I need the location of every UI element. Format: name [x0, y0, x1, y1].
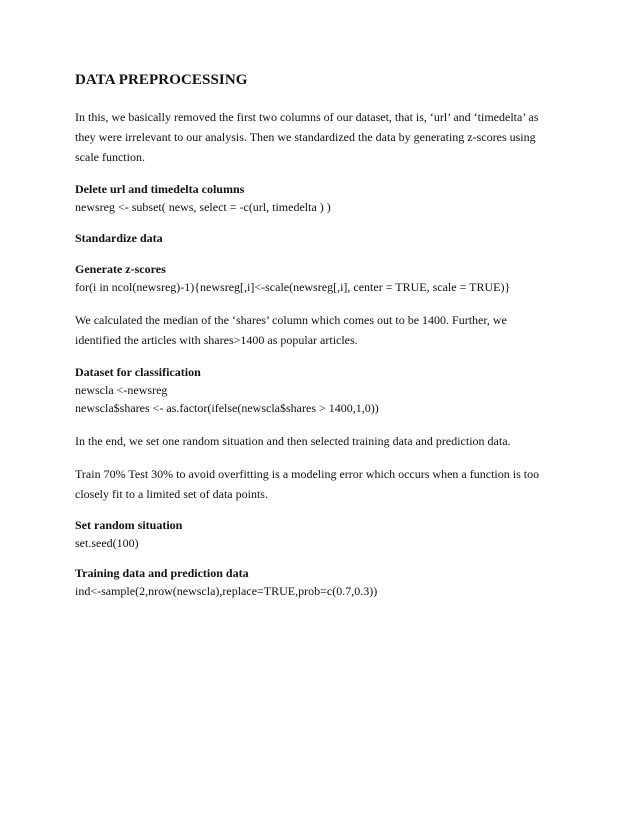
section-heading-training: Training data and prediction data — [75, 566, 249, 580]
code-line-classification: newscla$shares <- as.factor(ifelse(newscla$shares > 1400,1,0)) — [75, 401, 379, 415]
section-heading-delete: Delete url and timedelta columns — [75, 182, 245, 196]
section-heading-zscores: Generate z-scores — [75, 262, 166, 276]
document-page — [75, 72, 575, 600]
intro-line: scale function. — [75, 150, 145, 164]
page-title: DATA PREPROCESSING — [75, 72, 248, 88]
section-heading-classification: Dataset for classification — [75, 365, 201, 379]
median-line: identified the articles with shares>1400 as popular articles. — [75, 333, 358, 347]
median-line: We calculated the median of the ‘shares’ column which comes out to be 1400. Further, we — [75, 313, 507, 327]
end-paragraph: In the end, we set one random situation and then selected training data and prediction data. — [75, 434, 511, 448]
intro-line: In this, we basically removed the first two columns of our dataset, that is, ‘url’ and ‘timedelta’ as — [75, 110, 539, 124]
train-line: Train 70% Test 30% to avoid overfitting is a modeling error which occurs when a function is too — [75, 467, 540, 481]
section-heading-standardize: Standardize data — [75, 231, 163, 245]
code-line-training: ind<-sample(2,nrow(newscla),replace=TRUE,prob=c(0.7,0.3)) — [75, 584, 378, 598]
intro-line: they were irrelevant to our analysis. Then we standardized the data by generating z-scores using — [75, 130, 536, 144]
section-heading-seed: Set random situation — [75, 518, 183, 532]
code-line-seed: set.seed(100) — [75, 536, 139, 550]
code-line-classification: newscla <-newsreg — [75, 383, 168, 397]
code-line-delete: newsreg <- subset( news, select = -c(url, timedelta ) ) — [75, 200, 331, 214]
train-line: closely fit to a limited set of data points. — [75, 487, 268, 501]
code-line-zscores: for(i in ncol(newsreg)-1){newsreg[,i]<-scale(newsreg[,i], center = TRUE, scale = TRUE)} — [75, 280, 511, 294]
